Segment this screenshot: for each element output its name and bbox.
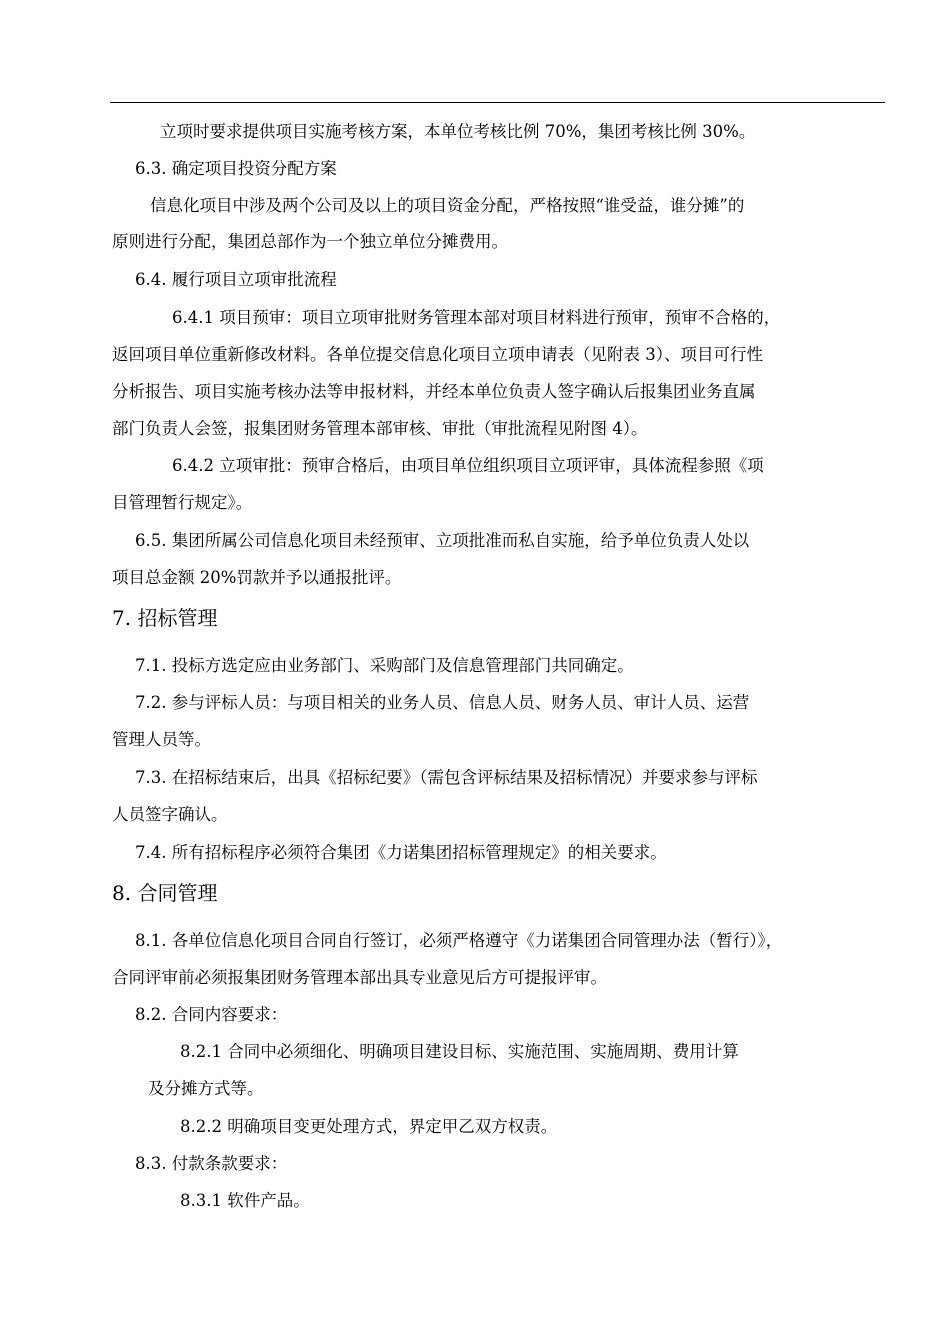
header-rule [110, 102, 885, 103]
paragraph-line: 6.4.1 项目预审：项目立项审批财务管理本部对项目材料进行预审，预审不合格的， [172, 308, 781, 327]
paragraph-line: 分析报告、项目实施考核办法等申报材料，并经本单位负责人签字确认后报集团业务直属 [112, 382, 756, 401]
paragraph-line: 7.2. 参与评标人员：与项目相关的业务人员、信息人员、财务人员、审计人员、运营 [135, 693, 750, 712]
paragraph-line: 8.3.1 软件产品。 [180, 1191, 310, 1210]
section-heading-6-4: 6.4. 履行项目立项审批流程 [135, 270, 337, 289]
paragraph-line: 8.2.1 合同中必须细化、明确项目建设目标、实施范围、实施周期、费用计算 [180, 1042, 739, 1061]
paragraph-line: 6.4.2 立项审批：预审合格后，由项目单位组织项目立项评审，具体流程参照《项 [172, 456, 764, 475]
section-heading-6-3: 6.3. 确定项目投资分配方案 [135, 159, 337, 178]
paragraph-line: 7.4. 所有招标程序必须符合集团《力诺集团招标管理规定》的相关要求。 [135, 843, 667, 862]
paragraph-line: 7.1. 投标方选定应由业务部门、采购部门及信息管理部门共同确定。 [135, 656, 634, 675]
paragraph-line: 返回项目单位重新修改材料。各单位提交信息化项目立项申请表（见附表 3）、项目可行性 [112, 345, 763, 364]
section-heading-8-3: 8.3. 付款条款要求： [135, 1154, 288, 1173]
paragraph-line: 目管理暂行规定》。 [112, 493, 253, 512]
paragraph-line: 项目总金额 20%罚款并予以通报批评。 [112, 568, 402, 587]
chapter-heading-8: 8. 合同管理 [112, 881, 218, 905]
paragraph-line: 8.1. 各单位信息化项目合同自行签订，必须严格遵守《力诺集团合同管理办法（暂行）》， [135, 931, 783, 950]
chapter-heading-7: 7. 招标管理 [112, 606, 218, 630]
paragraph-line: 信息化项目中涉及两个公司及以上的项目资金分配，严格按照“谁受益，谁分摊”的 [150, 196, 745, 215]
paragraph-line: 6.5. 集团所属公司信息化项目未经预审、立项批准而私自实施，给予单位负责人处以 [135, 531, 750, 550]
paragraph-line: 及分摊方式等。 [148, 1079, 264, 1098]
paragraph-line: 人员签字确认。 [112, 805, 228, 824]
paragraph-line: 立项时要求提供项目实施考核方案，本单位考核比例 70%，集团考核比例 30%。 [160, 122, 756, 141]
paragraph-line: 合同评审前必须报集团财务管理本部出具专业意见后方可提报评审。 [112, 968, 607, 987]
section-heading-8-2: 8.2. 合同内容要求： [135, 1005, 288, 1024]
paragraph-line: 7.3. 在招标结束后，出具《招标纪要》（需包含评标结果及招标情况）并要求参与评标 [135, 768, 758, 787]
paragraph-line: 部门负责人会签，报集团财务管理本部审核、审批（审批流程见附图 4）。 [112, 419, 648, 438]
paragraph-line: 8.2.2 明确项目变更处理方式，界定甲乙双方权责。 [180, 1117, 558, 1136]
paragraph-line: 原则进行分配，集团总部作为一个独立单位分摊费用。 [112, 232, 508, 251]
paragraph-line: 管理人员等。 [112, 730, 211, 749]
